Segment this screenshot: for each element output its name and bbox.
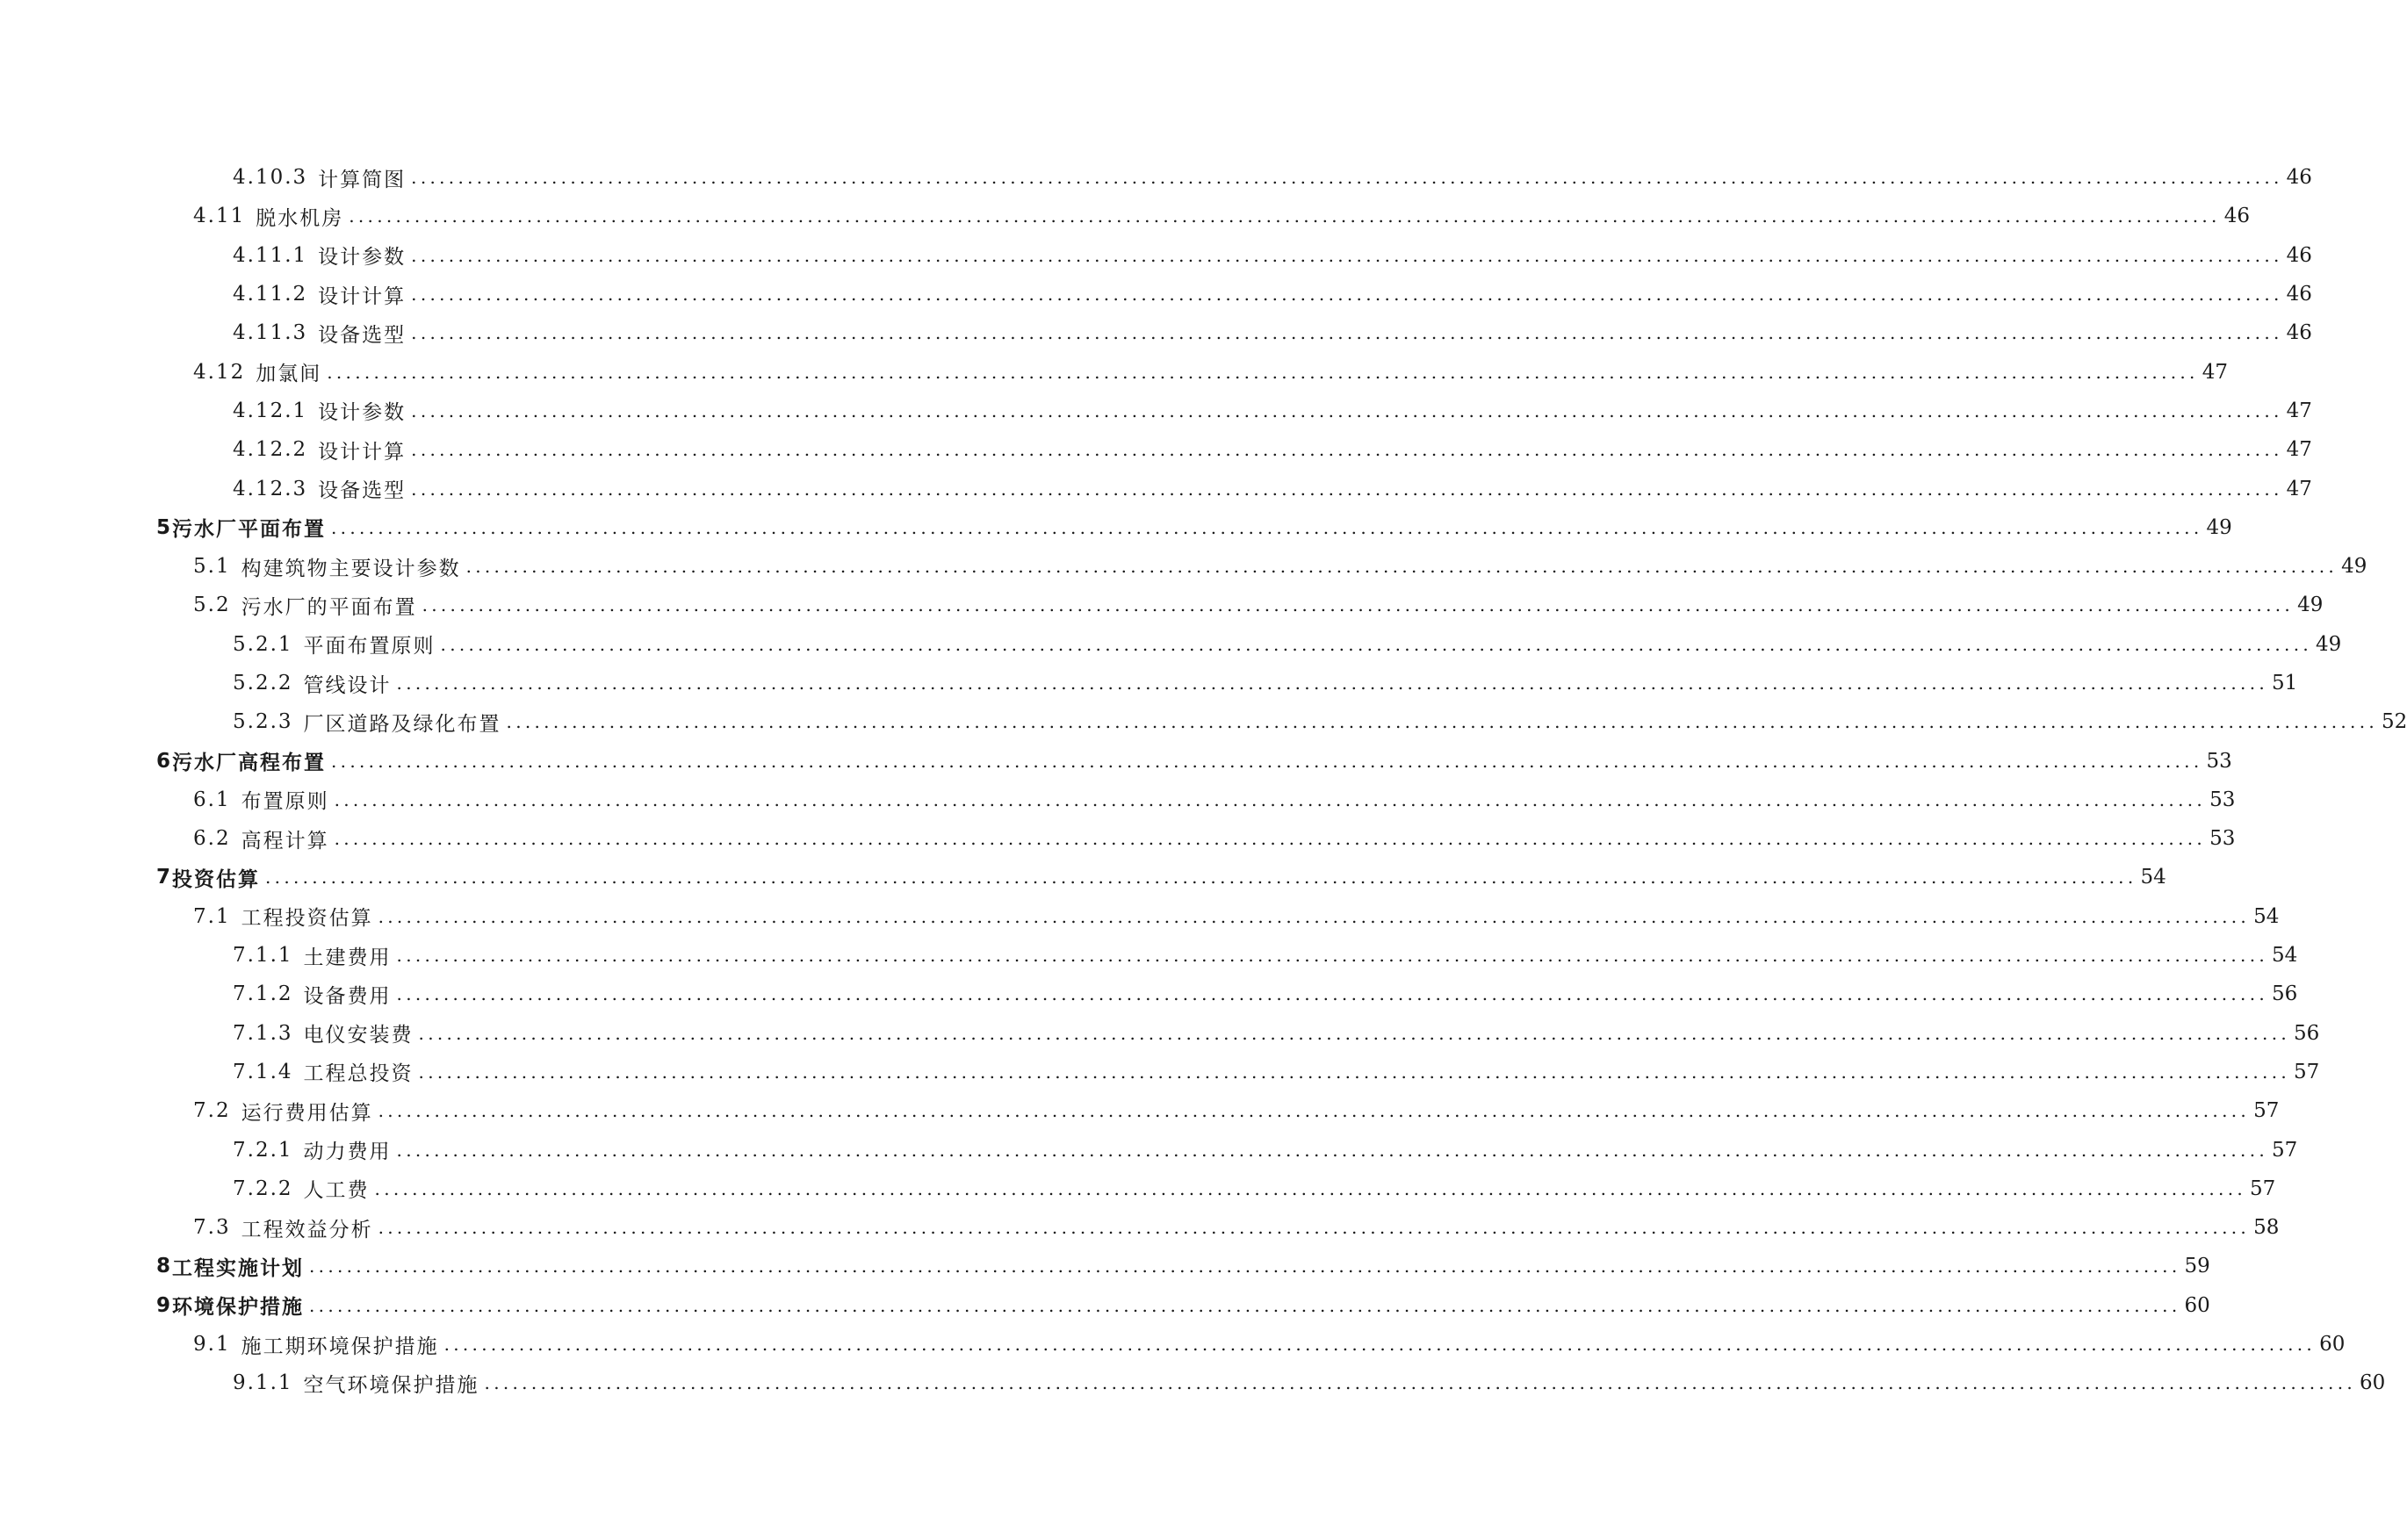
toc-dot-leader: ........................................................................................................................................................................................................ [378,1100,2251,1122]
toc-entry[interactable] [0,819,2236,858]
toc-entry-page: 60 [2184,1293,2210,1317]
toc-entry[interactable] [0,392,2312,430]
toc-entry-page: 57 [2250,1177,2276,1200]
toc-entry-title: 加氯间 [256,363,322,386]
toc-entry[interactable] [0,547,2367,586]
toc-entry-page: 49 [2206,515,2232,539]
toc-entry-page: 60 [2360,1371,2386,1395]
toc-entry-title: 管线设计 [303,673,392,697]
toc-dot-leader: ........................................................................................................................................................................................................ [396,1139,2269,1161]
toc-entry-number: 7.1.3 [233,1021,293,1045]
toc-entry-page: 46 [2223,205,2250,228]
toc-entry-title: 布置原则 [241,790,329,814]
toc-dot-leader: ........................................................................................................................................................................................................ [327,361,2199,383]
toc-entry-title: 环境保护措施 [172,1296,305,1320]
toc-dot-leader: ........................................................................................................................................................................................................ [378,905,2251,927]
toc-entry-number: 5.2 [193,594,231,617]
toc-entry-number: 6 [156,749,173,773]
toc-entry-title: 污水厂高程布置 [172,752,327,775]
toc-entry-title: 脱水机房 [256,206,344,230]
toc-entry-page: 54 [2272,944,2298,968]
toc-dot-leader: ........................................................................................................................................................................................................ [349,205,2221,227]
toc-entry[interactable] [0,1053,2320,1091]
toc-entry[interactable] [0,352,2228,391]
toc-entry-page: 49 [2297,594,2324,617]
toc-entry-title: 工程总投资 [303,1062,414,1086]
toc-entry[interactable] [0,508,2232,547]
toc-entry-number: 4.11.3 [233,321,308,345]
toc-entry-number: 7.2 [193,1099,231,1123]
toc-entry[interactable] [0,197,2250,235]
toc-entry[interactable] [0,586,2324,624]
toc-entry-title: 设备费用 [303,984,392,1008]
toc-entry-number: 4.11 [193,205,246,228]
toc-dot-leader: ........................................................................................................................................................................................................ [396,945,2269,967]
toc-dot-leader: ........................................................................................................................................................................................................ [418,1061,2291,1083]
toc-entry-page: 53 [2209,788,2236,811]
toc-entry-page: 53 [2209,827,2236,851]
toc-entry-page: 59 [2184,1255,2210,1278]
toc-dot-leader: ........................................................................................................................................................................................................ [422,594,2295,616]
toc-entry-number: 8 [156,1255,173,1278]
toc-entry-page: 46 [2286,283,2312,306]
toc-dot-leader: ........................................................................................................................................................................................................ [411,284,2283,306]
toc-entry-page: 57 [2253,1099,2280,1123]
toc-entry[interactable] [0,781,2236,819]
toc-entry-title: 平面布置原则 [303,635,436,658]
toc-dot-leader: ........................................................................................................................................................................................................ [378,1217,2251,1239]
toc-entry-title: 设备选型 [318,323,407,347]
toc-entry[interactable] [0,236,2312,275]
toc-dot-leader: ........................................................................................................................................................................................................ [411,322,2283,344]
toc-entry-page: 58 [2253,1216,2280,1240]
toc-entry-page: 60 [2319,1333,2346,1356]
toc-entry-title: 土建费用 [303,946,392,969]
toc-entry-page: 49 [2316,632,2342,656]
toc-dot-leader: ........................................................................................................................................................................................................ [443,1334,2317,1356]
toc-entry-number: 7.1.1 [233,944,293,968]
toc-entry-page: 47 [2286,399,2312,422]
toc-entry[interactable] [0,1286,2210,1325]
toc-dot-leader: ........................................................................................................................................................................................................ [411,399,2283,421]
toc-dot-leader: ........................................................................................................................................................................................................ [396,983,2269,1005]
toc-entry-number: 7.1 [193,904,231,928]
toc-entry-title: 高程计算 [241,829,329,853]
toc-dot-leader: ........................................................................................................................................................................................................ [331,516,2203,538]
toc-dot-leader: ........................................................................................................................................................................................................ [418,1022,2291,1044]
toc-dot-leader: ........................................................................................................................................................................................................ [440,633,2313,655]
toc-entry[interactable] [0,741,2232,780]
toc-entry-title: 污水厂平面布置 [172,518,327,542]
toc-entry[interactable] [0,430,2312,469]
toc-entry[interactable] [0,1208,2280,1247]
toc-entry[interactable] [0,664,2298,702]
toc-entry-number: 4.12 [193,360,246,384]
toc-entry-page: 57 [2272,1138,2298,1162]
toc-entry-title: 设计参数 [318,246,407,270]
toc-entry-page: 47 [2286,477,2312,500]
table-of-contents [0,158,2407,1403]
toc-entry-title: 设计计算 [318,440,407,464]
toc-entry-title: 设备选型 [318,479,407,503]
toc-entry-page: 54 [2253,904,2280,928]
toc-entry-title: 工程投资估算 [241,907,373,931]
toc-dot-leader: ........................................................................................................................................................................................................ [411,478,2283,500]
toc-entry-number: 5.1 [193,555,231,579]
toc-entry-title: 设计参数 [318,401,407,425]
toc-entry-title: 工程效益分析 [241,1218,373,1241]
toc-entry-number: 9 [156,1293,173,1317]
toc-entry-page: 54 [2140,866,2166,889]
toc-entry-number: 6.2 [193,827,231,851]
toc-entry-page: 57 [2294,1060,2320,1083]
toc-entry-title: 构建筑物主要设计参数 [241,557,461,580]
toc-entry-number: 4.12.3 [233,477,308,500]
toc-entry-number: 4.11.1 [233,243,308,267]
toc-entry-title: 施工期环境保护措施 [241,1335,439,1358]
toc-entry[interactable] [0,1325,2346,1364]
toc-entry-page: 46 [2286,321,2312,345]
toc-entry-number: 7 [156,866,173,889]
toc-entry-title: 运行费用估算 [241,1101,373,1125]
toc-dot-leader: ........................................................................................................................................................................................................ [506,711,2379,733]
toc-entry[interactable] [0,1091,2280,1130]
toc-entry-title: 投资估算 [172,867,261,891]
toc-entry-title: 动力费用 [303,1141,392,1164]
toc-dot-leader: ........................................................................................................................................................................................................ [411,244,2283,266]
toc-entry[interactable] [0,702,2407,741]
toc-entry-title: 空气环境保护措施 [303,1373,479,1397]
toc-entry-number: 4.11.2 [233,283,308,306]
toc-entry-page: 47 [2202,360,2228,384]
toc-entry-page: 47 [2286,438,2312,462]
toc-entry[interactable] [0,313,2312,352]
toc-entry-number: 5.2.3 [233,710,293,734]
toc-entry[interactable] [0,975,2298,1013]
toc-entry-number: 7.2.1 [233,1138,293,1162]
toc-entry[interactable] [0,1247,2210,1285]
toc-entry[interactable] [0,858,2166,896]
toc-entry-number: 4.12.2 [233,438,308,462]
toc-entry-page: 56 [2272,982,2298,1006]
toc-entry-page: 49 [2341,555,2367,579]
toc-dot-leader: ........................................................................................................................................................................................................ [309,1256,2181,1277]
toc-entry-title: 设计计算 [318,284,407,308]
toc-entry-title: 工程实施计划 [172,1256,305,1280]
toc-entry-number: 7.2.2 [233,1177,293,1200]
toc-entry-page: 51 [2272,672,2298,694]
toc-entry[interactable] [0,469,2312,507]
toc-entry-page: 53 [2206,749,2232,773]
toc-entry[interactable] [0,897,2280,936]
toc-entry-number: 7.1.4 [233,1060,293,1083]
toc-entry[interactable] [0,1169,2276,1208]
toc-entry-title: 计算简图 [318,168,407,191]
toc-entry-title: 污水厂的平面布置 [241,595,417,619]
toc-dot-leader: ........................................................................................................................................................................................................ [484,1372,2357,1394]
toc-entry-title: 人工费 [303,1179,370,1203]
toc-dot-leader: ........................................................................................................................................................................................................ [331,750,2203,772]
toc-dot-leader: ........................................................................................................................................................................................................ [396,673,2269,694]
toc-entry-title: 电仪安装费 [303,1024,414,1047]
toc-dot-leader: ........................................................................................................................................................................................................ [334,788,2207,810]
toc-dot-leader: ........................................................................................................................................................................................................ [411,439,2283,461]
toc-entry-number: 9.1.1 [233,1371,293,1395]
toc-dot-leader: ........................................................................................................................................................................................................ [334,828,2207,850]
toc-dot-leader: ........................................................................................................................................................................................................ [374,1177,2247,1199]
toc-entry-page: 46 [2286,166,2312,190]
toc-dot-leader: ........................................................................................................................................................................................................ [411,167,2283,189]
toc-entry-number: 5.2.2 [233,672,293,694]
toc-entry-page: 46 [2286,243,2312,267]
toc-dot-leader: ........................................................................................................................................................................................................ [309,1294,2181,1316]
toc-entry-number: 5 [156,515,173,539]
toc-entry-title: 厂区道路及绿化布置 [303,712,501,736]
toc-entry-number: 6.1 [193,788,231,811]
toc-entry-number: 4.10.3 [233,166,308,190]
toc-entry[interactable] [0,1364,2386,1402]
toc-dot-leader: ........................................................................................................................................................................................................ [265,867,2137,889]
toc-entry-page: 56 [2294,1021,2320,1045]
toc-entry[interactable] [0,1014,2320,1053]
toc-entry[interactable] [0,625,2342,664]
toc-entry[interactable] [0,275,2312,313]
toc-entry[interactable] [0,1130,2298,1169]
toc-entry-number: 7.3 [193,1216,231,1240]
toc-entry[interactable] [0,936,2298,975]
toc-entry[interactable] [0,158,2312,197]
toc-entry-page: 52 [2382,710,2407,734]
toc-entry-number: 5.2.1 [233,632,293,656]
toc-dot-leader: ........................................................................................................................................................................................................ [465,556,2339,578]
toc-entry-number: 9.1 [193,1333,231,1356]
toc-entry-number: 4.12.1 [233,399,308,422]
toc-entry-number: 7.1.2 [233,982,293,1006]
